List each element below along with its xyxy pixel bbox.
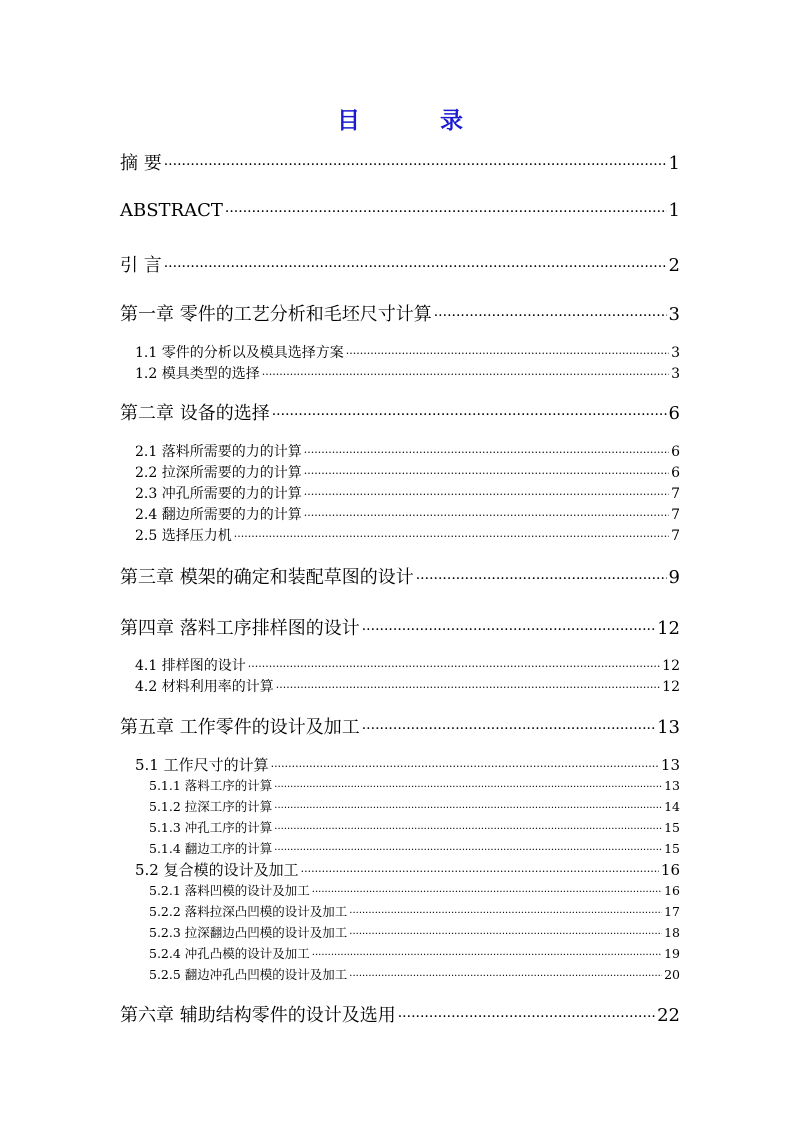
leader-dots bbox=[274, 845, 662, 856]
toc-entry-label: 5.1.4 翻边工序的计算 bbox=[149, 841, 273, 856]
leader-dots bbox=[276, 681, 660, 694]
toc-entry-2-3[interactable] bbox=[135, 483, 680, 503]
toc-entry-5-2-2[interactable] bbox=[149, 902, 680, 920]
toc-entry-chapter-2[interactable] bbox=[120, 399, 680, 425]
leader-dots bbox=[262, 368, 669, 381]
toc-page-number: 2 bbox=[668, 255, 680, 276]
leader-dots bbox=[274, 803, 662, 814]
toc-entry-5-1-2[interactable] bbox=[149, 797, 680, 815]
toc-entry-label: 1.2 模具类型的选择 bbox=[135, 366, 260, 382]
toc-page-number: 17 bbox=[664, 904, 680, 919]
leader-dots bbox=[362, 721, 655, 737]
toc-entry-4-1[interactable] bbox=[135, 655, 680, 675]
toc-page-number: 13 bbox=[657, 717, 680, 738]
toc-page-number: 7 bbox=[671, 528, 680, 544]
toc-page-number: 1 bbox=[668, 200, 680, 221]
leader-dots bbox=[349, 929, 662, 940]
toc-entry-5-1-1[interactable] bbox=[149, 776, 680, 794]
toc-entry-label: 第二章 设备的选择 bbox=[120, 403, 270, 424]
leader-dots bbox=[398, 1009, 655, 1025]
toc-title: 目 录 bbox=[336, 107, 499, 134]
toc-page-number: 7 bbox=[671, 486, 680, 502]
toc-page-number: 6 bbox=[671, 444, 680, 460]
toc-page-number: 13 bbox=[664, 778, 680, 793]
toc-page-number: 15 bbox=[664, 820, 680, 835]
toc-entry-5-2-1[interactable] bbox=[149, 881, 680, 899]
toc-page-number: 15 bbox=[664, 841, 680, 856]
toc-page-number: 3 bbox=[668, 304, 680, 325]
toc-page-number: 9 bbox=[668, 567, 680, 588]
toc-entry-chapter-1[interactable] bbox=[120, 300, 680, 326]
toc-page-number: 3 bbox=[671, 345, 680, 361]
toc-entry-label: 5.2.2 落料拉深凸凹模的设计及加工 bbox=[149, 904, 348, 919]
toc-entry-2-2[interactable] bbox=[135, 462, 680, 482]
toc-entry-label: 5.1.2 拉深工序的计算 bbox=[149, 799, 273, 814]
toc-entry-abstract-cn[interactable] bbox=[120, 149, 680, 175]
leader-dots bbox=[349, 971, 662, 982]
toc-page-number: 18 bbox=[664, 925, 680, 940]
toc-page-number: 19 bbox=[664, 946, 680, 961]
toc-entry-label: 第四章 落料工序排样图的设计 bbox=[120, 618, 360, 639]
toc-entry-5-2-3[interactable] bbox=[149, 923, 680, 941]
toc-page-number: 16 bbox=[664, 883, 680, 898]
toc-entry-abstract-en[interactable] bbox=[120, 200, 680, 221]
leader-dots bbox=[274, 782, 662, 793]
toc-entry-2-4[interactable] bbox=[135, 504, 680, 524]
leader-dots bbox=[349, 908, 662, 919]
leader-dots bbox=[304, 509, 669, 522]
toc-entry-chapter-6[interactable] bbox=[120, 1001, 680, 1027]
toc-page-number: 3 bbox=[671, 366, 680, 382]
toc-entry-label: 第五章 工作零件的设计及加工 bbox=[120, 717, 360, 738]
leader-dots bbox=[271, 760, 659, 773]
toc-page-number: 20 bbox=[664, 967, 680, 982]
leader-dots bbox=[164, 259, 667, 275]
leader-dots bbox=[248, 660, 660, 673]
toc-entry-label: 2.1 落料所需要的力的计算 bbox=[135, 444, 302, 460]
toc-entry-5-1-3[interactable] bbox=[149, 818, 680, 836]
toc-entry-label: 5.2.3 拉深翻边凸凹模的设计及加工 bbox=[149, 925, 348, 940]
leader-dots bbox=[346, 347, 669, 360]
leader-dots bbox=[274, 824, 662, 835]
toc-page-number: 6 bbox=[671, 465, 680, 481]
leader-dots bbox=[272, 407, 667, 423]
toc-entry-label: 5.2.1 落料凹模的设计及加工 bbox=[149, 883, 310, 898]
toc-page-number: 12 bbox=[662, 658, 680, 674]
leader-dots bbox=[304, 467, 669, 480]
toc-entry-label: 2.2 拉深所需要的力的计算 bbox=[135, 465, 302, 481]
toc-page-number: 13 bbox=[660, 756, 680, 774]
leader-dots bbox=[312, 887, 662, 898]
toc-entry-5-2-4[interactable] bbox=[149, 944, 680, 962]
toc-entry-chapter-5[interactable] bbox=[120, 713, 680, 739]
toc-entry-label: 4.1 排样图的设计 bbox=[135, 658, 246, 674]
toc-page-number: 12 bbox=[657, 618, 680, 639]
toc-entry-2-1[interactable] bbox=[135, 441, 680, 461]
toc-entry-chapter-4[interactable] bbox=[120, 614, 680, 640]
leader-dots bbox=[362, 622, 655, 638]
toc-entry-1-1[interactable] bbox=[135, 342, 680, 362]
leader-dots bbox=[304, 488, 669, 501]
toc-entry-label: 1.1 零件的分析以及模具选择方案 bbox=[135, 345, 344, 361]
toc-entry-label: 5.1 工作尺寸的计算 bbox=[135, 756, 269, 774]
leader-dots bbox=[416, 571, 667, 587]
toc-page-number: 1 bbox=[668, 153, 680, 174]
toc-entry-label: 2.5 选择压力机 bbox=[135, 528, 232, 544]
toc-entry-label: 摘 要 bbox=[120, 153, 162, 174]
leader-dots bbox=[304, 446, 669, 459]
leader-dots bbox=[164, 157, 667, 173]
toc-entry-2-5[interactable] bbox=[135, 525, 680, 545]
toc-entry-label: 第一章 零件的工艺分析和毛坯尺寸计算 bbox=[120, 304, 432, 325]
toc-page-number: 12 bbox=[662, 679, 680, 695]
toc-entry-4-2[interactable] bbox=[135, 676, 680, 696]
toc-entry-chapter-3[interactable] bbox=[120, 563, 680, 589]
leader-dots bbox=[312, 950, 662, 961]
toc-entry-1-2[interactable] bbox=[135, 363, 680, 383]
toc-entry-label: 引 言 bbox=[120, 255, 162, 276]
toc-page-number: 22 bbox=[657, 1005, 680, 1026]
toc-entry-label: 5.1.3 冲孔工序的计算 bbox=[149, 820, 273, 835]
toc-page-number: 7 bbox=[671, 507, 680, 523]
toc-entry-label: 第六章 辅助结构零件的设计及选用 bbox=[120, 1005, 396, 1026]
toc-page-number: 6 bbox=[668, 403, 680, 424]
toc-entry-label: 5.2.5 翻边冲孔凸凹模的设计及加工 bbox=[149, 967, 348, 982]
toc-entry-label: 5.2.4 冲孔凸模的设计及加工 bbox=[149, 946, 310, 961]
toc-entry-label: 5.2 复合模的设计及加工 bbox=[135, 861, 299, 879]
toc-entry-label: 5.1.1 落料工序的计算 bbox=[149, 778, 273, 793]
toc-entry-5-1[interactable] bbox=[135, 754, 680, 775]
toc-entry-label: 第三章 模架的确定和装配草图的设计 bbox=[120, 567, 414, 588]
toc-entry-label: ABSTRACT bbox=[120, 200, 223, 221]
toc-entry-5-2-5[interactable] bbox=[149, 965, 680, 983]
toc-entry-label: 4.2 材料利用率的计算 bbox=[135, 679, 274, 695]
leader-dots bbox=[434, 308, 667, 324]
leader-dots bbox=[225, 204, 667, 220]
leader-dots bbox=[234, 530, 669, 543]
toc-entry-5-2[interactable] bbox=[135, 859, 680, 880]
toc-entry-label: 2.4 翻边所需要的力的计算 bbox=[135, 507, 302, 523]
toc-page-number: 16 bbox=[660, 861, 680, 879]
toc-entry-label: 2.3 冲孔所需要的力的计算 bbox=[135, 486, 302, 502]
toc-entry-5-1-4[interactable] bbox=[149, 839, 680, 857]
toc-entry-introduction[interactable] bbox=[120, 251, 680, 277]
leader-dots bbox=[301, 865, 659, 878]
toc-page-number: 14 bbox=[664, 799, 680, 814]
